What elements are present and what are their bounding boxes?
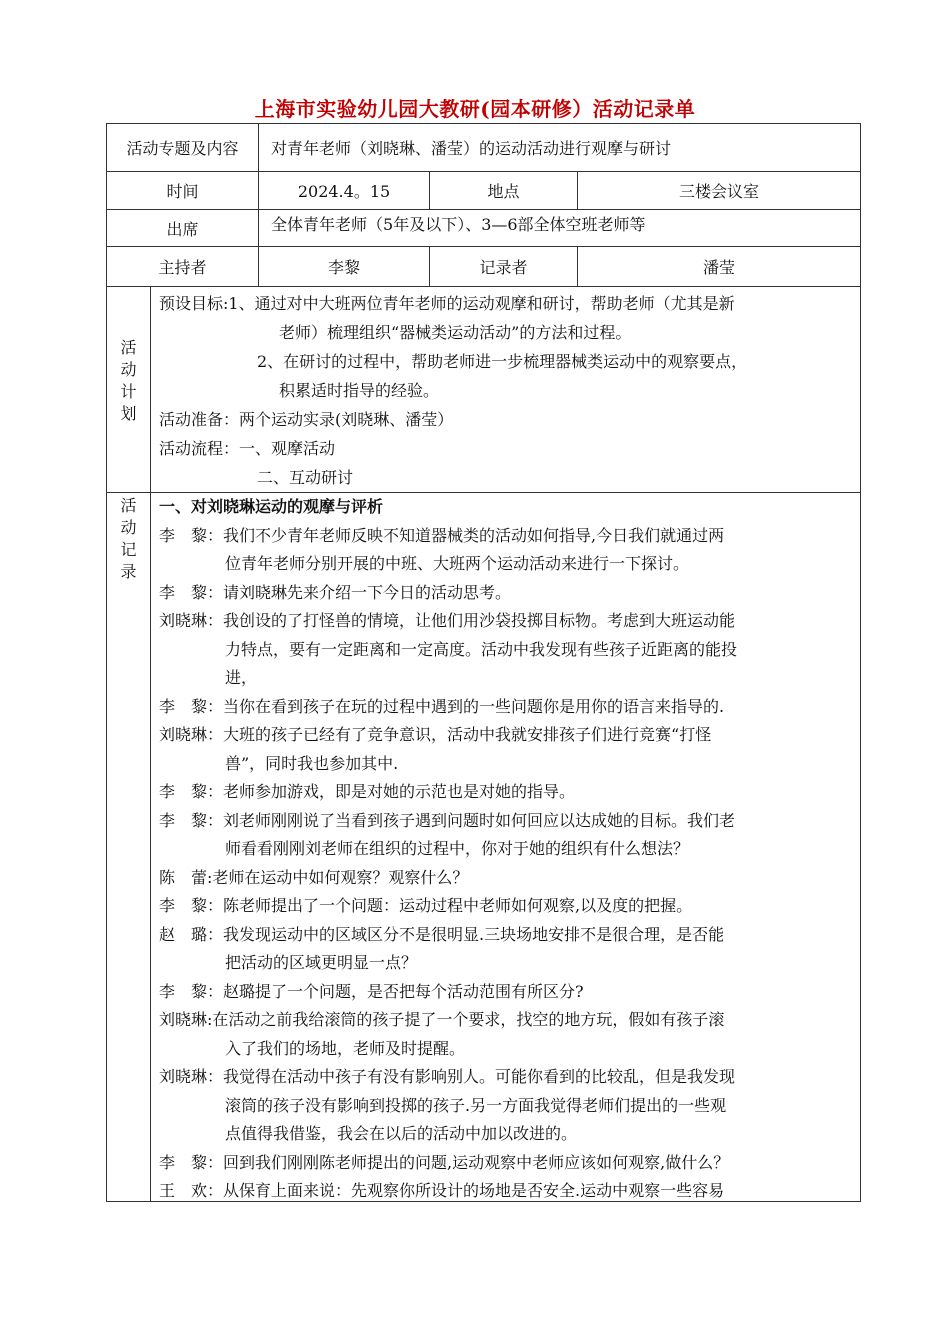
attend-value: 全体青年老师（5年及以下）、3—6部全体空班老师等 (259, 210, 861, 247)
attend-label: 出席 (107, 210, 259, 247)
dialogue-line (159, 721, 852, 750)
dialogue-line (159, 522, 852, 551)
speech-text: 回到我们刚刚陈老师提出的问题,运动观察中老师应该如何观察,做什么？ (223, 1152, 730, 1172)
prep-line: 活动准备：两个运动实录(刘晓琳、潘莹） (159, 410, 454, 429)
flow-prefix: 活动流程： (159, 439, 240, 458)
section-heading: 一、对刘晓琳运动的观摩与评析 (159, 497, 384, 516)
dialogue-list (159, 522, 852, 1201)
dialogue-line (159, 579, 852, 608)
record-table (106, 123, 861, 1202)
place-value: 三楼会议室 (578, 172, 861, 210)
dialogue-line: 进， (225, 668, 258, 687)
speaker-name: 李 黎： (159, 1152, 224, 1172)
speaker-name: 刘晓琳： (159, 1067, 224, 1086)
speech-text: 我觉得在活动中孩子有没有影响别人。可能你看到的比较乱，但是我发现 (223, 1067, 736, 1086)
topic-row (107, 124, 861, 172)
recorder-value: 潘莹 (578, 247, 861, 287)
dialogue-line (159, 1177, 852, 1200)
dialogue-line (159, 1006, 852, 1035)
speaker-name: 刘晓琳： (159, 725, 224, 744)
dialogue-line (159, 1063, 852, 1092)
speaker-name: 李 黎： (159, 782, 224, 801)
dialogue-line: 力特点，要有一定距离和一定高度。活动中我发现有些孩子近距离的能投 (225, 639, 738, 659)
host-row (107, 247, 861, 287)
speaker-name: 李 黎： (159, 525, 224, 545)
speaker-name: 王 欢： (159, 1181, 224, 1200)
speaker-name: 李 黎： (159, 810, 224, 830)
speech-text: 大班的孩子已经有了竞争意识，活动中我就安排孩子们进行竞赛“打怪 (223, 725, 712, 744)
dialogue-line (159, 864, 852, 893)
speech-text: 我们不少青年老师反映不知道器械类的活动如何指导,今日我们就通过两 (223, 525, 725, 545)
place-label: 地点 (430, 172, 578, 210)
speaker-name: 赵 璐： (159, 924, 224, 944)
goal2-line1: 2、在研讨的过程中，帮助老师进一步梳理器械类运动中的观察要点， (257, 352, 748, 371)
plan-row (107, 287, 861, 493)
flow-item-2: 二、互动研讨 (257, 468, 354, 487)
topic-value: 对青年老师（刘晓琳、潘莹）的运动活动进行观摩与研讨 (259, 124, 861, 172)
speech-text: 陈老师提出了一个问题：运动过程中老师如何观察,以及度的把握。 (223, 896, 693, 915)
record-row (107, 493, 861, 1202)
plan-label: 活 动 计 划 (107, 287, 151, 493)
dialogue-line: 位青年老师分别开展的中班、大班两个运动活动来进行一下探讨。 (225, 554, 690, 573)
speech-text: 我发现运动中的区域区分不是很明显.三块场地安排不是很合理，是否能 (223, 924, 725, 944)
dialogue-line (159, 778, 852, 807)
speaker-name: 李 黎： (159, 896, 224, 915)
dialogue-line (159, 693, 852, 722)
page-title: 上海市实验幼儿园大教研(园本研修）活动记录单 (254, 97, 696, 121)
dialogue-line: 兽”，同时我也参加其中. (225, 753, 399, 773)
host-label: 主持者 (107, 247, 259, 287)
dialogue-line (159, 921, 852, 950)
speaker-name: 李 黎： (159, 981, 224, 1001)
speech-text: 我创设的了打怪兽的情境，让他们用沙袋投掷目标物。考虑到大班运动能 (223, 611, 736, 630)
time-label: 时间 (107, 172, 259, 210)
speech-text: 老师在运动中如何观察？观察什么？ (212, 867, 469, 887)
speaker-name: 李 黎： (159, 582, 224, 602)
speech-text: 老师参加游戏，即是对她的示范也是对她的指导。 (223, 782, 576, 801)
host-value: 李黎 (259, 247, 430, 287)
dialogue-line: 师看看刚刚刘老师在组织的过程中，你对于她的组织有什么想法？ (225, 839, 690, 858)
goal2-line2: 积累适时指导的经验。 (279, 381, 440, 400)
speech-text: 赵璐提了一个问题，是否把每个活动范围有所区分? (223, 981, 584, 1001)
topic-label: 活动专题及内容 (107, 124, 259, 172)
goal1-line2: 老师）梳理组织“器械类运动活动”的方法和过程。 (279, 323, 632, 342)
dialogue-line (159, 892, 852, 921)
speech-text: 刘老师刚刚说了当看到孩子遇到问题时如何回应以达成她的目标。我们老 (223, 810, 736, 830)
goal1-line1: 1、通过对中大班两位青年老师的运动观摩和研讨，帮助老师（尤其是新 (228, 294, 735, 313)
record-label: 活 动 记 录 (107, 493, 151, 1202)
flow-item-1: 一、观摩活动 (239, 439, 336, 458)
speaker-name: 陈 蕾: (159, 867, 213, 887)
recorder-label: 记录者 (430, 247, 578, 287)
dialogue-line: 滚筒的孩子没有影响到投掷的孩子.另一方面我觉得老师们提出的一些观 (225, 1095, 727, 1115)
time-value: 2024.4。15 (259, 172, 430, 210)
dialogue-line: 入了我们的场地，老师及时提醒。 (225, 1038, 466, 1058)
speaker-name: 李 黎： (159, 696, 224, 716)
dialogue-line: 点值得我借鉴，我会在以后的活动中加以改进的。 (225, 1124, 578, 1143)
speech-text: 在活动之前我给滚筒的孩子提了一个要求，找空的地方玩，假如有孩子滚 (212, 1010, 725, 1029)
record-content (151, 493, 861, 1202)
dialogue-line (159, 978, 852, 1007)
time-row (107, 172, 861, 210)
dialogue-line (159, 807, 852, 836)
goal-prefix: 预设目标: (159, 294, 229, 313)
attend-row (107, 210, 861, 247)
speech-text: 从保育上面来说：先观察你所设计的场地是否安全.运动中观察一些容易 (223, 1181, 725, 1200)
speaker-name: 刘晓琳： (159, 611, 224, 630)
speech-text: 当你在看到孩子在玩的过程中遇到的一些问题你是用你的语言来指导的. (223, 696, 725, 716)
speaker-name: 刘晓琳: (159, 1010, 213, 1029)
dialogue-line: 把活动的区域更明显一点？ (225, 953, 418, 972)
speech-text: 请刘晓琳先来介绍一下今日的活动思考。 (223, 582, 512, 602)
dialogue-line (159, 607, 852, 636)
dialogue-line (159, 1149, 852, 1178)
plan-content (151, 287, 861, 493)
